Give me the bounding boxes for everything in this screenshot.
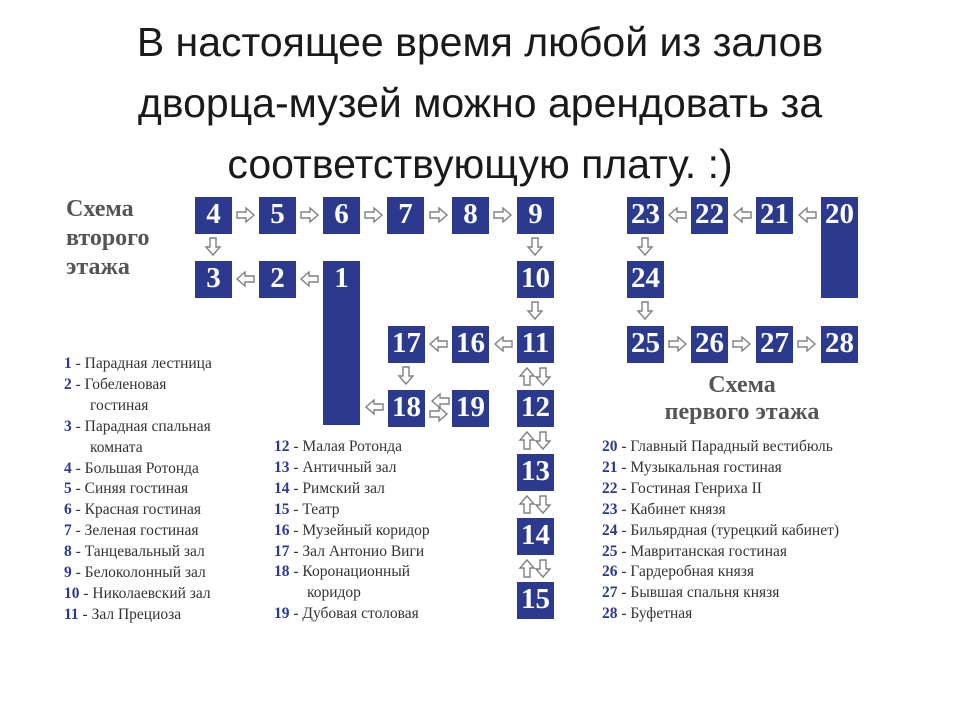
arrow-23-24 (638, 238, 652, 255)
arrow-14-15 (536, 560, 550, 577)
legend-item: 9 - Белоколонный зал (64, 564, 206, 582)
legend-item: 28 - Буфетная (602, 605, 693, 623)
room-25: 25 (627, 326, 664, 363)
legend-item: 1 - Парадная лестница (64, 355, 212, 372)
arrow-11-16 (495, 337, 512, 351)
arrow-4-3 (206, 238, 220, 255)
arrow-18-19 (430, 407, 447, 421)
arrow-27-28 (798, 337, 815, 351)
room-19: 19 (452, 390, 489, 427)
arrow-6-7 (365, 208, 382, 222)
legend-item: 12 - Малая Ротонда (274, 438, 402, 455)
arrow-24-25 (638, 302, 652, 319)
room-23: 23 (627, 197, 664, 234)
arrow-17-18 (399, 367, 413, 384)
legend-item: 24 - Бильярдная (турецкий кабинет) (602, 521, 840, 539)
legend-floor2-left (64, 354, 212, 626)
legend-item-cont: комната (90, 438, 143, 456)
room-1: 1 (323, 261, 360, 425)
room-10: 10 (517, 261, 554, 298)
arrow-19-18 (432, 394, 449, 408)
arrow-12-13 (536, 432, 550, 449)
room-18: 18 (388, 390, 425, 427)
legend-item: 17 - Зал Антонио Виги (274, 542, 425, 560)
legend-item: 19 - Дубовая столовая (274, 605, 419, 623)
legend-floor1 (602, 437, 839, 625)
legend-item: 7 - Зеленая гостиная (64, 522, 199, 540)
arrow-4-5 (237, 208, 254, 222)
room-2: 2 (259, 261, 296, 298)
arrow-2-3 (237, 272, 254, 286)
arrow-15-14 (520, 560, 534, 577)
arrow-13-14 (536, 496, 550, 513)
floor2-label-line-1: Схема (66, 196, 134, 222)
floor1-label-line-1: Схема (708, 372, 776, 398)
arrow-21-22 (734, 208, 751, 222)
arrow-25-26 (669, 337, 686, 351)
legend-item: 6 - Красная гостиная (64, 501, 202, 519)
arrow-1-2 (301, 272, 318, 286)
legend-item: 21 - Музыкальная гостиная (602, 458, 782, 476)
room-16: 16 (452, 326, 489, 363)
room-14: 14 (517, 518, 554, 555)
legend-item: 10 - Николаевский зал (64, 584, 211, 602)
floor2-label-line-2: второго (66, 225, 150, 251)
room-3: 3 (195, 261, 232, 298)
legend-item: 4 - Большая Ротонда (64, 459, 199, 477)
legend-item: 8 - Танцевальный зал (64, 543, 205, 561)
room-15: 15 (517, 582, 554, 619)
arrow-13-12 (520, 432, 534, 449)
room-22: 22 (691, 197, 728, 234)
room-17: 17 (388, 326, 425, 363)
room-9: 9 (517, 197, 554, 234)
legend-floor2-right (274, 437, 430, 625)
legend-item: 22 - Гостиная Генриха II (602, 479, 762, 497)
legend-item: 18 - Коронационный (274, 563, 411, 581)
floor1-label-line-2: первого этажа (664, 399, 820, 425)
arrow-10-11 (528, 302, 542, 319)
legend-item-cont: коридор (307, 584, 361, 602)
room-6: 6 (323, 197, 360, 234)
arrow-18-1 (366, 400, 383, 414)
room-5: 5 (259, 197, 296, 234)
arrow-26-27 (733, 337, 750, 351)
title-line-3: соответствующую плату. :) (227, 141, 733, 187)
room-4: 4 (195, 197, 232, 234)
room-28: 28 (821, 326, 858, 363)
arrow-5-6 (301, 208, 318, 222)
arrow-14-13 (520, 496, 534, 513)
arrow-12-11 (520, 368, 534, 385)
room-24: 24 (627, 261, 664, 298)
room-13: 13 (517, 454, 554, 491)
legend-item: 20 - Главный Парадный вестибюль (602, 438, 833, 455)
legend-item: 16 - Музейный коридор (274, 521, 430, 539)
legend-item: 5 - Синяя гостиная (64, 480, 189, 498)
legend-item: 26 - Гардеробная князя (602, 563, 754, 581)
arrow-7-8 (430, 208, 447, 222)
legend-item: 3 - Парадная спальная (64, 417, 211, 435)
arrow-22-23 (669, 208, 686, 222)
room-12: 12 (517, 390, 554, 427)
room-8: 8 (452, 197, 489, 234)
arrow-16-17 (430, 337, 447, 351)
legend-item: 23 - Кабинет князя (602, 500, 726, 518)
floor2-label-line-3: этажа (66, 254, 130, 280)
room-7: 7 (387, 197, 424, 234)
room-26: 26 (691, 326, 728, 363)
arrow-11-12 (536, 368, 550, 385)
legend-item: 25 - Мавританская гостиная (602, 542, 788, 560)
legend-item-cont: гостиная (90, 396, 149, 414)
arrow-8-9 (494, 208, 511, 222)
arrow-9-10 (528, 238, 542, 255)
room-20: 20 (821, 197, 858, 298)
room-27: 27 (756, 326, 793, 363)
title-line-1: В настоящее время любой из залов (136, 19, 824, 65)
legend-item: 15 - Театр (274, 500, 340, 518)
legend-item: 27 - Бывшая спальня князя (602, 584, 780, 602)
room-11: 11 (517, 326, 554, 363)
legend-item: 11 - Зал Прециоза (64, 605, 182, 623)
title-line-2: дворца-музей можно арендовать за (137, 80, 823, 126)
room-21: 21 (756, 197, 793, 234)
legend-item: 14 - Римский зал (274, 479, 385, 497)
arrow-20-21 (799, 208, 816, 222)
legend-item: 2 - Гобеленовая (64, 375, 167, 393)
legend-item: 13 - Античный зал (274, 458, 397, 476)
